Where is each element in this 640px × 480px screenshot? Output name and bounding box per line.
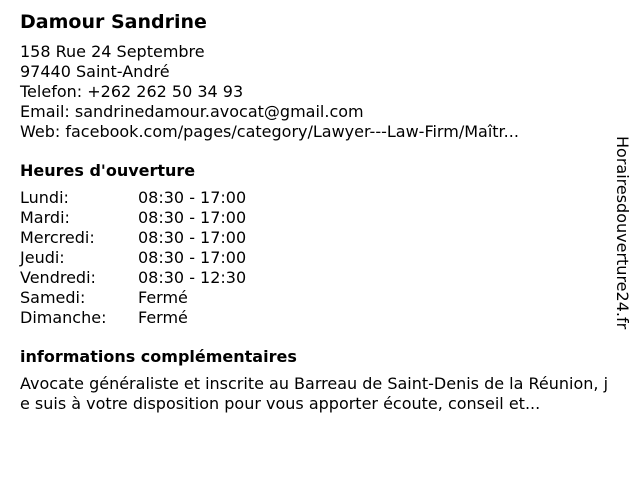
hours-row-sunday (20, 308, 610, 328)
hours-row-saturday (20, 288, 610, 308)
address-line-2: 97440 Saint-André (20, 62, 170, 81)
phone-line: Telefon: +262 262 50 34 93 (20, 82, 244, 101)
hours-day-label: Mercredi: (20, 228, 95, 247)
hours-row-thursday (20, 248, 610, 268)
hours-row-wednesday (20, 228, 610, 248)
hours-day-label: Mardi: (20, 208, 70, 227)
hours-row-monday (20, 188, 610, 208)
hours-time-value: Fermé (138, 288, 188, 307)
hours-day-label: Jeudi: (20, 248, 65, 267)
hours-time-value: 08:30 - 17:00 (138, 228, 247, 247)
hours-time-value: 08:30 - 17:00 (138, 248, 247, 267)
hours-table (20, 188, 610, 328)
hours-time-value: 08:30 - 12:30 (138, 268, 247, 287)
hours-day-label: Vendredi: (20, 268, 96, 287)
hours-day-label: Dimanche: (20, 308, 107, 327)
info-description: Avocate généraliste et inscrite au Barreau de Saint-Denis de la Réunion, je suis à votre disposition pour vous apporter écoute, conseil et... (20, 374, 609, 413)
info-heading: informations complémentaires (20, 347, 297, 366)
hours-day-label: Lundi: (20, 188, 69, 207)
hours-row-friday (20, 268, 610, 288)
hours-time-value: 08:30 - 17:00 (138, 188, 247, 207)
address-line-1: 158 Rue 24 Septembre (20, 42, 205, 61)
hours-time-value: 08:30 - 17:00 (138, 208, 247, 227)
hours-heading: Heures d'ouverture (20, 161, 196, 180)
hours-time-value: Fermé (138, 308, 188, 327)
site-watermark: Horairesdouverture24.fr (613, 136, 632, 330)
web-line: Web: facebook.com/pages/category/Lawyer---Law-Firm/Maîtr... (20, 122, 519, 141)
email-line: Email: sandrinedamour.avocat@gmail.com (20, 102, 364, 121)
business-card (20, 8, 610, 414)
hours-row-tuesday (20, 208, 610, 228)
hours-day-label: Samedi: (20, 288, 86, 307)
business-name: Damour Sandrine (20, 11, 207, 33)
